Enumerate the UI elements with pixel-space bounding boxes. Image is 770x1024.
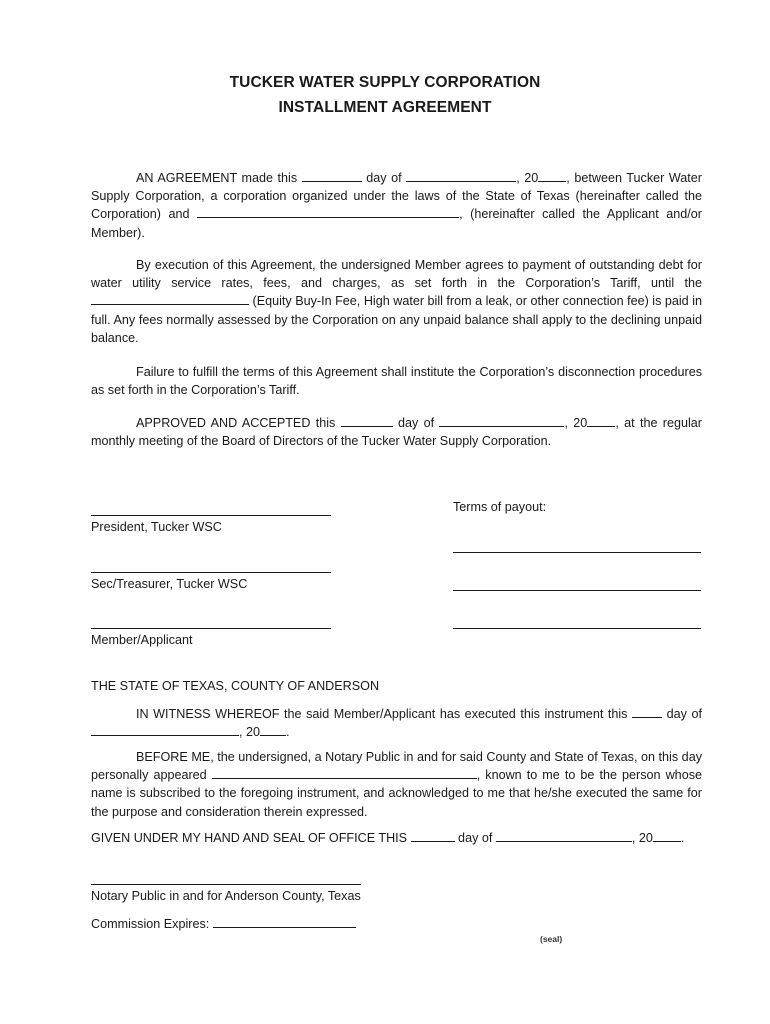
- member-label: Member/Applicant: [91, 633, 193, 647]
- text-fragment: .: [286, 725, 290, 740]
- text-fragment: (Equity Buy-In Fee, High water bill from a leak, or other connection fee) is paid in full. Any fees normally assessed by the Corporation on any unpaid balance shall apply to the declining unpaid balance.: [91, 294, 702, 345]
- agreement-year-blank[interactable]: [538, 169, 566, 182]
- approval-year-blank[interactable]: [587, 414, 615, 427]
- commission-expires-label: [91, 915, 356, 931]
- given-day-blank[interactable]: [411, 829, 455, 842]
- text-fragment: day of: [454, 831, 496, 845]
- text-fragment: IN WITNESS WHEREOF the said Member/Applicant has executed this instrument this: [136, 707, 633, 721]
- text-fragment: BEFORE ME, the undersigned, a Notary Public in and for said County and State of Texas, on this day personally appeared: [91, 750, 702, 783]
- given-month-blank[interactable]: [496, 829, 632, 842]
- text-fragment: , (hereinafter called the Applicant and/or Member).: [91, 207, 702, 240]
- approval-month-blank[interactable]: [439, 414, 564, 427]
- text-fragment: .: [680, 831, 685, 845]
- fee-type-blank[interactable]: [91, 292, 249, 305]
- agreement-paragraph-1: [91, 169, 702, 242]
- commission-expires-blank[interactable]: [213, 915, 356, 928]
- text-fragment: , at the regular monthly meeting of the Board of Directors of the Tucker Water Supply Corporation.: [91, 416, 703, 449]
- witness-day-blank[interactable]: [632, 705, 662, 718]
- terms-line-1[interactable]: [453, 552, 701, 553]
- sec-treasurer-signature-line[interactable]: [91, 572, 331, 573]
- agreement-paragraph-3: Failure to fulfill the terms of this Agreement shall institute the Corporation’s disconnection procedures as set forth in the Corporation’s Tariff.: [91, 365, 702, 398]
- state-county-heading: THE STATE OF TEXAS, COUNTY OF ANDERSON: [91, 679, 380, 693]
- text-fragment: day of: [392, 416, 440, 430]
- text-fragment: , known to me to be the person whose name is subscribed to the foregoing instrument, and acknowledged to me that he/she executed the same for the purpose and consideration therein expressed.: [91, 768, 702, 819]
- document-subtitle: INSTALLMENT AGREEMENT: [278, 99, 492, 116]
- terms-line-3[interactable]: [453, 628, 701, 629]
- notary-signature-line[interactable]: [91, 884, 361, 885]
- witness-paragraph: [91, 705, 702, 741]
- text-fragment: Commission Expires:: [91, 917, 213, 931]
- given-year-blank[interactable]: [653, 829, 681, 842]
- terms-of-payout-label: Terms of payout:: [453, 500, 547, 514]
- member-signature-line[interactable]: [91, 628, 331, 629]
- text-fragment: , between Tucker Water Supply Corporation, a corporation organized under the laws of the State of Texas (hereinafter called the Corporation) and: [91, 171, 702, 222]
- text-fragment: day of: [662, 707, 702, 721]
- document-title: TUCKER WATER SUPPLY CORPORATION: [229, 74, 541, 91]
- agreement-day-blank[interactable]: [302, 169, 362, 182]
- agreement-paragraph-4: [91, 414, 702, 450]
- given-under-hand-line: [91, 829, 702, 847]
- seal-label: (seal): [540, 934, 563, 944]
- witness-year-blank[interactable]: [260, 723, 286, 736]
- text-fragment: , 20: [564, 416, 588, 430]
- text-fragment: GIVEN UNDER MY HAND AND SEAL OF OFFICE THIS: [91, 831, 411, 845]
- applicant-name-blank[interactable]: [197, 205, 459, 218]
- text-fragment: APPROVED AND ACCEPTED this: [136, 416, 341, 430]
- text-fragment: AN AGREEMENT made this: [136, 171, 302, 185]
- appeared-name-blank[interactable]: [212, 766, 477, 779]
- text-fragment: By execution of this Agreement, the undersigned Member agrees to payment of outstanding debt for water utility service rates, fees, and charges, as set forth in the Corporation’s Tariff, until the: [91, 258, 702, 291]
- witness-month-blank[interactable]: [91, 723, 239, 736]
- text-fragment: , 20: [239, 725, 261, 740]
- president-label: President, Tucker WSC: [91, 520, 222, 534]
- before-me-paragraph: [91, 748, 702, 821]
- text-fragment: , 20: [516, 171, 539, 185]
- president-signature-line[interactable]: [91, 515, 331, 516]
- sec-treasurer-label: Sec/Treasurer, Tucker WSC: [91, 577, 248, 591]
- terms-line-2[interactable]: [453, 590, 701, 591]
- notary-label: Notary Public in and for Anderson County, Texas: [91, 889, 361, 903]
- agreement-paragraph-2: [91, 256, 702, 347]
- text-fragment: , 20: [631, 831, 653, 845]
- agreement-month-blank[interactable]: [406, 169, 516, 182]
- approval-day-blank[interactable]: [341, 414, 393, 427]
- text-fragment: day of: [361, 171, 407, 185]
